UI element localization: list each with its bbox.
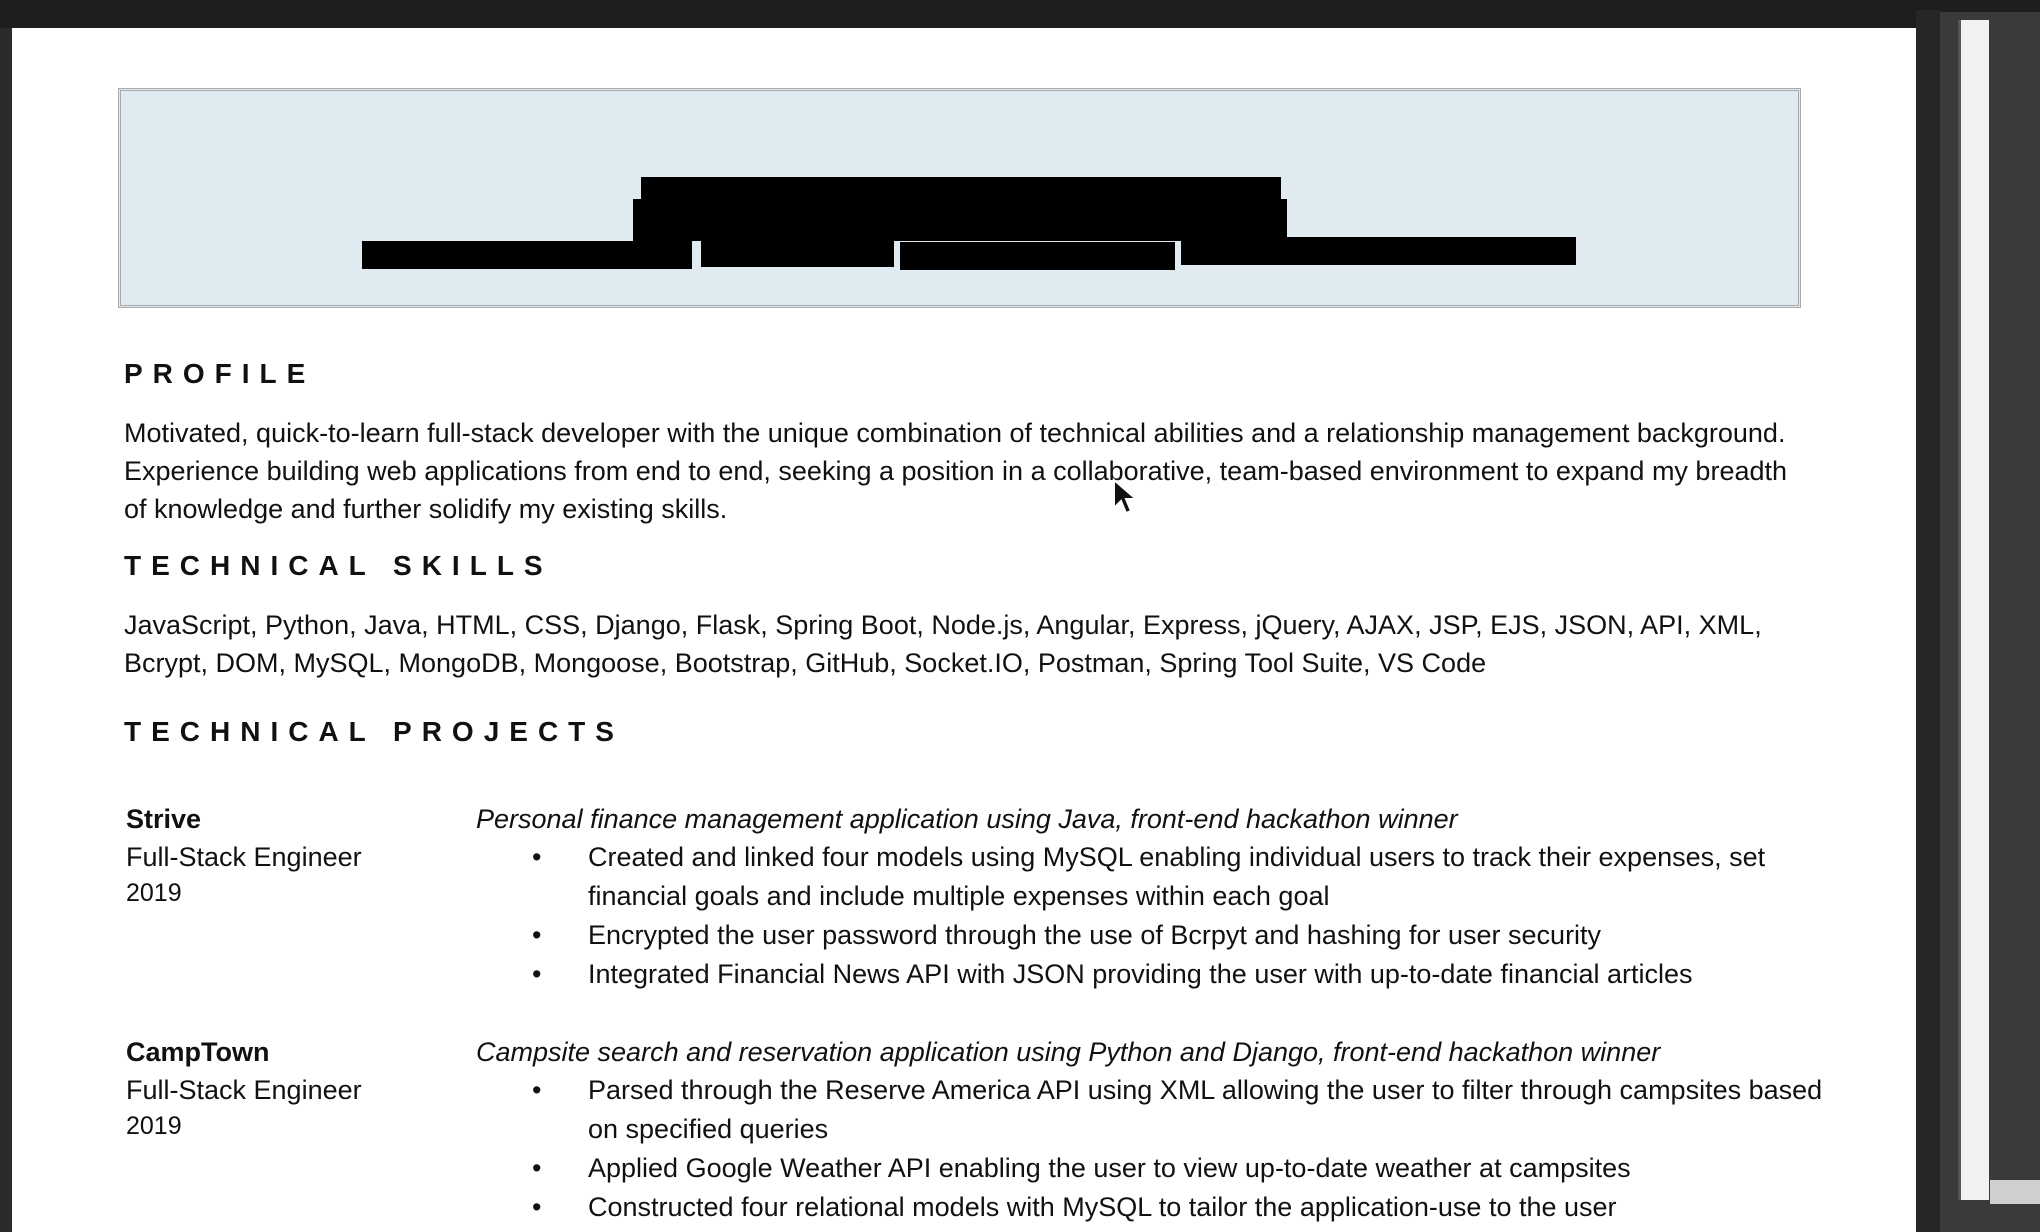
background-window-strip bbox=[1990, 1180, 2040, 1204]
project-name: CampTown bbox=[126, 1037, 270, 1067]
project-meta bbox=[126, 1033, 446, 1143]
project-bullet: • Parsed through the Reserve America API using XML allowing the user to filter through campsites based on specified queries bbox=[476, 1071, 1846, 1149]
project-bullets bbox=[476, 838, 1846, 994]
project-meta bbox=[126, 800, 446, 910]
profile-text: Motivated, quick-to-learn full-stack developer with the unique combination of technical abilities and a relationship management background. Experience building web applications from end to end, seeking a position in a collaborative, team-based environment to expand my breadth of knowledge and further solidify my existing skills. bbox=[124, 418, 1788, 524]
redacted-contact-3 bbox=[900, 242, 1175, 270]
redacted-name-lower bbox=[633, 199, 1287, 241]
resume-page bbox=[12, 28, 1916, 1232]
profile-heading: PROFILE bbox=[124, 358, 316, 389]
project-role: Full-Stack Engineer bbox=[126, 1075, 362, 1105]
project-bullet: • Applied Google Weather API enabling the user to view up-to-date weather at campsites bbox=[476, 1149, 1846, 1188]
project-year: 2019 bbox=[126, 879, 182, 907]
project-role: Full-Stack Engineer bbox=[126, 842, 362, 872]
skills-text: JavaScript, Python, Java, HTML, CSS, Django, Flask, Spring Boot, Node.js, Angular, Express, jQuery, AJAX, JSP, EJS, JSON, API, XML, Bcrypt, DOM, MySQL, MongoDB, Mongoose, Bootstrap, GitHub, Socket.IO, Postman, Spring Tool Suite, VS Code bbox=[124, 610, 1762, 678]
project-description: Campsite search and reservation application using Python and Django, front-end hackathon winner bbox=[476, 1037, 1661, 1067]
project-bullet: • Encrypted the user password through the use of Bcrpyt and hashing for user security bbox=[476, 916, 1846, 955]
projects-heading: TECHNICAL PROJECTS bbox=[124, 716, 624, 747]
window-top-bar bbox=[0, 0, 2040, 28]
project-details bbox=[476, 800, 1846, 994]
project-details bbox=[476, 1033, 1846, 1227]
project-bullet: • Integrated Financial News API with JSON providing the user with up-to-date financial articles bbox=[476, 955, 1846, 994]
background-window-page bbox=[1958, 20, 1989, 1200]
mouse-cursor-icon bbox=[1112, 478, 1140, 518]
project-name: Strive bbox=[126, 804, 202, 834]
project-description: Personal finance management application using Java, front-end hackathon winner bbox=[476, 804, 1458, 834]
redacted-contact-1 bbox=[362, 241, 692, 269]
window-edge bbox=[1916, 10, 1940, 1232]
project-bullet: • Created and linked four models using MySQL enabling individual users to track their expenses, set financial goals and include multiple expenses within each goal bbox=[476, 838, 1846, 916]
redacted-contact-2 bbox=[701, 240, 894, 267]
project-bullet: • Constructed four relational models with MySQL to tailor the application-use to the user bbox=[476, 1188, 1846, 1227]
redacted-contact-4 bbox=[1181, 237, 1576, 265]
project-bullets bbox=[476, 1071, 1846, 1227]
resume-header bbox=[118, 88, 1801, 308]
background-window[interactable] bbox=[1940, 12, 2040, 1232]
skills-heading: TECHNICAL SKILLS bbox=[124, 550, 553, 581]
project-year: 2019 bbox=[126, 1112, 182, 1140]
